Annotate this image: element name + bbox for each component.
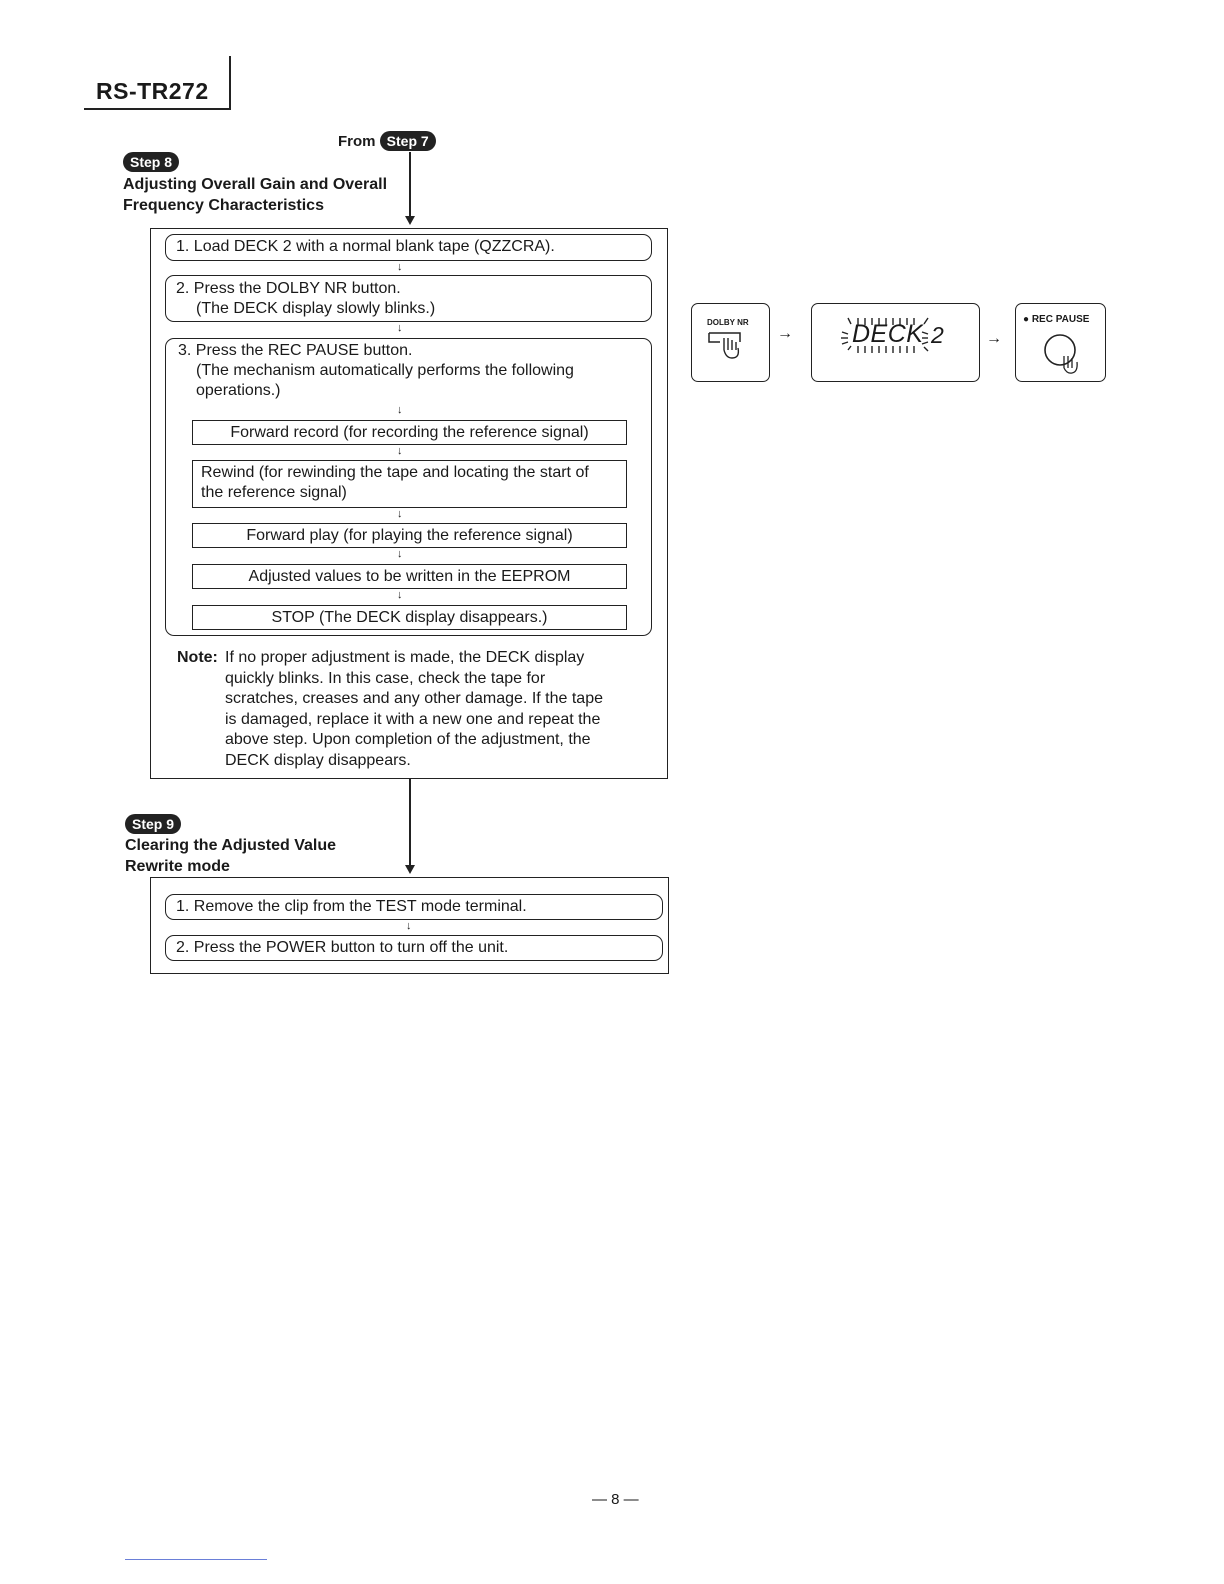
op-forward-play-text: Forward play (for playing the reference signal) <box>246 527 573 544</box>
op-stop <box>192 605 627 630</box>
step8-item-2 <box>165 275 652 322</box>
note-line4: is damaged, replace it with a new one and repeat the <box>225 710 601 728</box>
deck-display-text: DECK <box>852 320 924 348</box>
step7-badge: Step 7 <box>380 131 436 151</box>
page-number: — 8 — <box>592 1491 639 1508</box>
step9-item-2-text: 2. Press the POWER button to turn off the unit. <box>176 939 509 956</box>
down-arrow-icon: ↓ <box>397 322 403 334</box>
flow-arrow-icon: → <box>986 330 1002 347</box>
down-arrow-icon: ↓ <box>397 404 403 416</box>
button-press-icon <box>706 330 750 360</box>
step8-title-line1: Adjusting Overall Gain and Overall <box>123 176 388 193</box>
op-rewind-line2: the reference signal) <box>201 484 347 501</box>
op-eeprom-write <box>192 564 627 589</box>
step8-item-2-line2: (The DECK display slowly blinks.) <box>196 300 436 317</box>
op-rewind-line1: Rewind (for rewinding the tape and locating the start of <box>201 464 589 481</box>
deck-number: 2 <box>931 322 944 348</box>
step9-item-1-text: 1. Remove the clip from the TEST mode terminal. <box>176 898 527 915</box>
op-forward-play <box>192 523 627 548</box>
note-line2: quickly blinks. In this case, check the tape for <box>225 669 546 687</box>
step8-item-3-line3: operations.) <box>196 382 281 399</box>
round-button-press-icon <box>1040 330 1086 376</box>
connector-arrowhead <box>405 216 415 225</box>
step8-item-2-line1: 2. Press the DOLBY NR button. <box>176 280 401 297</box>
down-arrow-icon: ↓ <box>397 261 403 273</box>
header-rule-vertical <box>229 56 231 110</box>
step9-badge: Step 9 <box>125 814 181 834</box>
rec-pause-label: ● REC PAUSE <box>1023 314 1090 325</box>
connector-line <box>409 152 411 218</box>
op-forward-record <box>192 420 627 445</box>
step9-title <box>125 835 336 877</box>
from-label: From <box>338 133 376 150</box>
down-arrow-icon: ↓ <box>406 920 412 932</box>
note-text <box>225 648 603 771</box>
note-line3: scratches, creases and any other damage. If the tape <box>225 690 603 707</box>
step9-title-line2: Rewrite mode <box>125 858 230 875</box>
step9-title-line1: Clearing the Adjusted Value <box>125 837 337 854</box>
op-eeprom-write-text: Adjusted values to be written in the EEPROM <box>248 568 571 585</box>
down-arrow-icon: ↓ <box>397 445 403 457</box>
note-label: Note: <box>177 649 218 666</box>
down-arrow-icon: ↓ <box>397 589 403 601</box>
deck-display-panel <box>811 303 980 382</box>
down-arrow-icon: ↓ <box>397 548 403 560</box>
rec-pause-button-panel <box>1015 303 1106 382</box>
note-line5: above step. Upon completion of the adjustment, the <box>225 731 591 748</box>
op-forward-record-text: Forward record (for recording the reference signal) <box>230 424 589 441</box>
step8-item-3-line1: 3. Press the REC PAUSE button. <box>178 342 413 359</box>
down-arrow-icon: ↓ <box>397 508 403 520</box>
note-line1: If no proper adjustment is made, the DECK display <box>225 649 585 666</box>
step8-item-3-line2: (The mechanism automatically performs the following <box>196 362 574 379</box>
step8-title <box>123 174 387 216</box>
header-rule <box>84 108 230 110</box>
flow-arrow-icon: → <box>777 325 793 342</box>
step8-item-1 <box>165 234 652 261</box>
from-step-ref <box>338 131 436 151</box>
dolby-nr-button-panel <box>691 303 770 382</box>
dolby-nr-label: DOLBY NR <box>707 318 749 327</box>
connector-arrowhead <box>405 865 415 874</box>
step9-item-1 <box>165 894 663 920</box>
step8-badge: Step 8 <box>123 152 179 172</box>
op-rewind <box>192 460 627 508</box>
step8-title-line2: Frequency Characteristics <box>123 197 324 214</box>
connector-line <box>409 779 411 867</box>
model-number: RS-TR272 <box>96 78 209 104</box>
note-line6: DECK display disappears. <box>225 751 411 769</box>
step8-item-1-text: 1. Load DECK 2 with a normal blank tape (QZZCRA). <box>176 238 555 255</box>
step9-item-2 <box>165 935 663 961</box>
bottom-rule <box>125 1559 267 1560</box>
op-stop-text: STOP (The DECK display disappears.) <box>271 609 548 626</box>
